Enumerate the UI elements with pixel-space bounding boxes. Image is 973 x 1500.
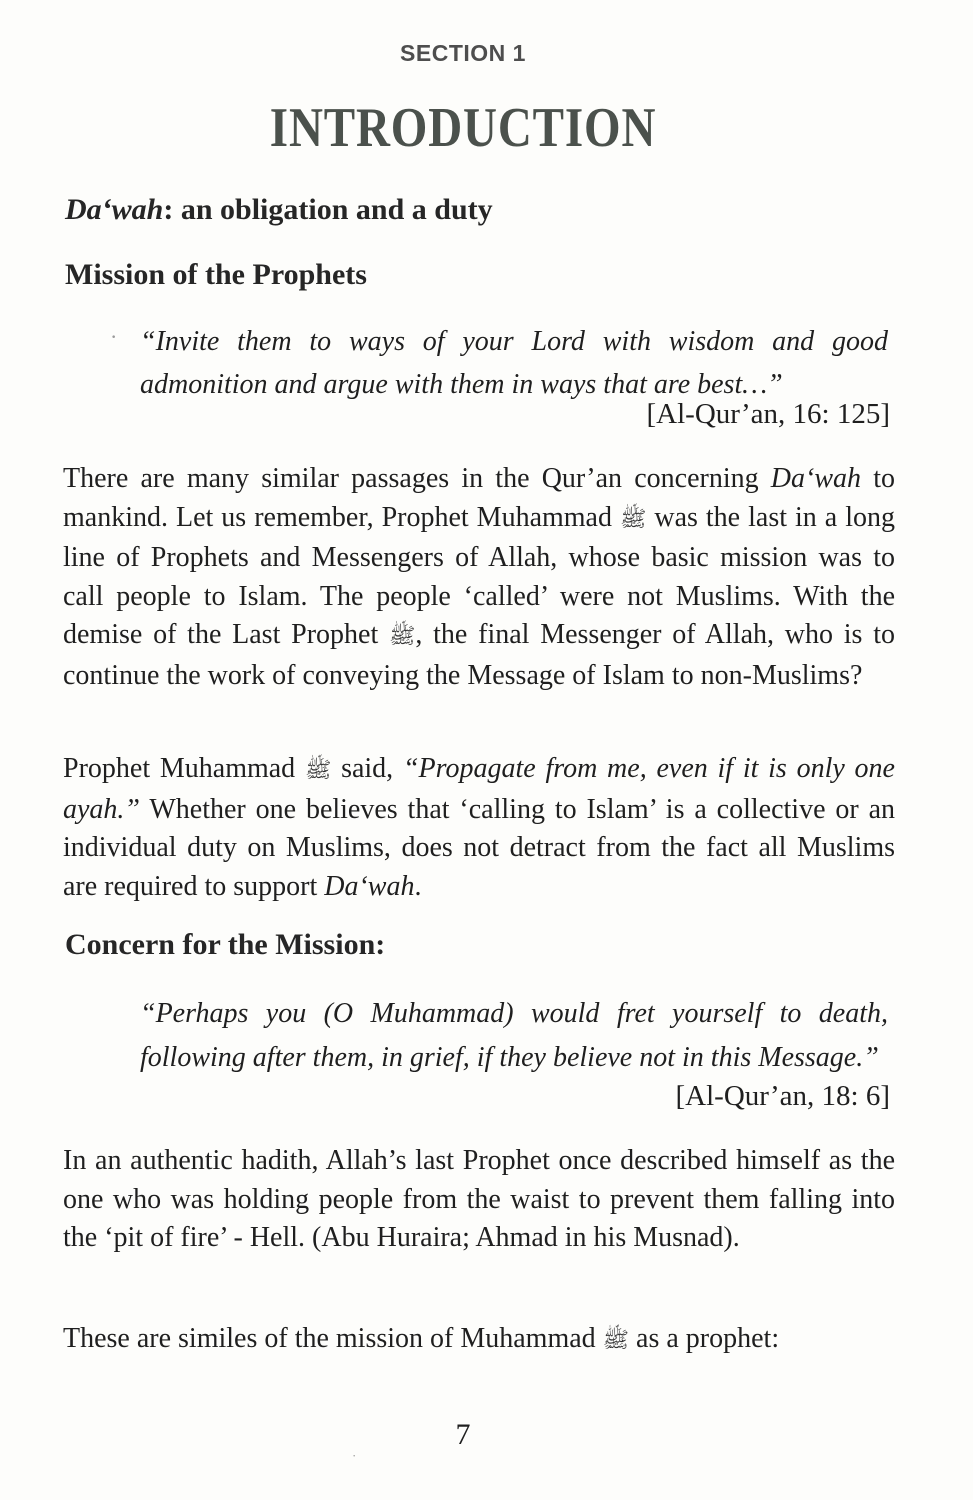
text-run: In an authentic hadith, Allah’s last Prophet once described himself as the one who was holding people from the waist to prevent them falling into the ‘pit of fire’ - Hell. (Abu Huraira; Ahmad in his Musnad). (63, 1145, 895, 1253)
text-run: Prophet Muhammad (63, 753, 305, 784)
body-paragraph (63, 1142, 895, 1258)
page-title (63, 96, 863, 160)
body-paragraph (63, 750, 895, 906)
pbuh-honorific-icon: ﷺ (602, 1328, 630, 1353)
text-run: as a prophet: (629, 1323, 780, 1354)
heading-concern-for-mission: Concern for the Mission: (65, 928, 386, 961)
text-run: Whether one believes that ‘calling to Islam’ is a collective or an individual duty on Muslims, does not detract from the fact all Muslims are required to support (63, 793, 895, 902)
text-run: Da‘wah (324, 870, 415, 902)
text-run: was the last in a long line of Prophets and Messengers of Allah, whose basic mission was to call people to Islam. The people ‘called’ were not Muslims. With the demise of the Last Prophet (63, 501, 895, 650)
body-paragraph (63, 460, 895, 695)
text-run: There are many similar passages in the Qur’an concerning (63, 463, 771, 494)
text-run: said, (331, 753, 403, 784)
page-title-text: INTRODUCTION (269, 97, 657, 159)
page-number: 7 (455, 1418, 471, 1451)
quran-quote-1: “Invite them to ways of your Lord with wisdom and good admonition and argue with them in ways that are best…” (140, 326, 888, 400)
stray-mark: · (110, 324, 118, 349)
quran-quote-2: “Perhaps you (O Muhammad) would fret yourself to death, following after them, in grief, if they believe not in this Message.” (140, 998, 888, 1073)
pbuh-honorific-icon: ﷺ (304, 758, 332, 783)
section-label: SECTION 1 (400, 40, 526, 66)
heading-dawah-rest: : an obligation and a duty (163, 193, 493, 226)
heading-dawah-italic: Da‘wah (65, 193, 164, 226)
text-run: . (414, 870, 422, 902)
text-run: to mankind. Let us remember, Prophet Muhammad (63, 463, 895, 533)
text-run: These are similes of the mission of Muhammad (63, 1323, 603, 1354)
text-run: Da‘wah (770, 463, 862, 494)
stray-mark: · (352, 1448, 357, 1463)
body-paragraph (63, 1320, 895, 1361)
quote-attribution-1: [Al-Qur’an, 16: 125] (646, 398, 890, 430)
text-run: “Propagate from me, even if it is only one ayah.” (63, 753, 895, 825)
heading-dawah-obligation (65, 193, 493, 227)
quote-attribution-2: [Al-Qur’an, 18: 6] (675, 1080, 890, 1112)
pbuh-honorific-icon: ﷺ (389, 624, 416, 649)
pbuh-honorific-icon: ﷺ (619, 506, 647, 532)
heading-mission-of-prophets: Mission of the Prophets (65, 258, 367, 291)
text-run: , the final Messenger of Allah, who is to continue the work of conveying the Message of Islam to non-Muslims? (63, 619, 895, 691)
